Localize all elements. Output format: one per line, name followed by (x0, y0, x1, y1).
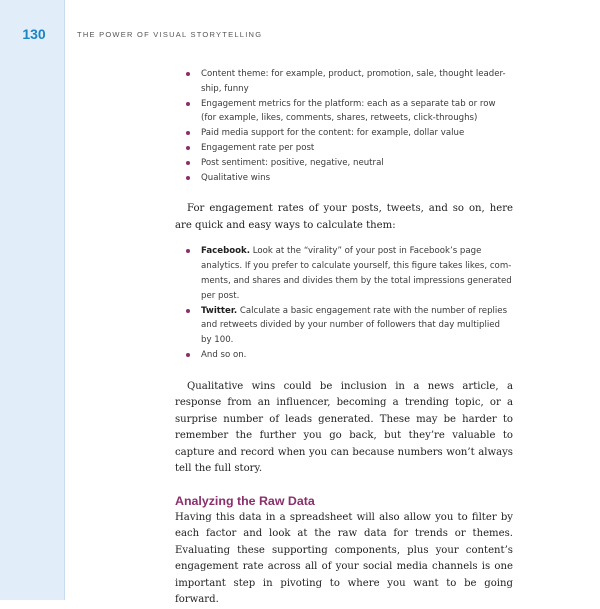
paragraph-raw-data: Having this data in a spreadsheet will also allow you to filter by each factor and look at the raw data for trends or themes. Evaluating these supporting components, plus your content’s engagement rate across all of your social media channels is one important step in pivoting to where you want to be going forward. (175, 511, 513, 606)
page-number: 130 (22, 26, 46, 42)
metrics-list (175, 67, 513, 185)
list-item: Post sentiment: positive, negative, neutral (175, 156, 513, 171)
paragraph-engagement-intro: For engagement rates of your posts, tweets, and so on, here are quick and easy ways to calculate them: (175, 203, 513, 231)
list-item (175, 244, 513, 303)
list-item: Engagement metrics for the platform: each as a separate tab or row (for example, likes, comments, shares, retweets, click-throughs) (175, 97, 513, 127)
paragraph-qualitative-wins: Qualitative wins could be inclusion in a news article, a response from an influencer, becoming a trending topic, or a surprise number of leads generated. These may be harder to remember the further you go back, but they’re valuable to capture and record when you can because numbers won’t always tell the full story. (175, 380, 513, 475)
list-item-text: And so on. (201, 349, 247, 360)
margin-divider (64, 0, 65, 600)
list-item-term: Facebook. (201, 246, 251, 257)
list-item-term: Twitter. (201, 305, 238, 316)
page-content (175, 67, 513, 609)
page-margin-band (0, 0, 64, 600)
list-item-text: Calculate a basic engagement rate with the number of replies and retweets divided by your number of followers that day multiplied by 100. (201, 305, 508, 346)
engagement-rate-list (175, 244, 513, 362)
running-head: THE POWER OF VISUAL STORYTELLING (77, 30, 263, 39)
list-item: Qualitative wins (175, 171, 513, 186)
section-heading: Analyzing the Raw Data (175, 493, 315, 508)
list-item (175, 348, 513, 363)
list-item: Paid media support for the content: for example, dollar value (175, 126, 513, 141)
list-item-text: Look at the “virality” of your post in Facebook’s page analytics. If you prefer to calculate yourself, this figure takes likes, com-ments, and shares and divides them by the total impressions generated per post. (201, 246, 512, 301)
list-item: Content theme: for example, product, promotion, sale, thought leader-ship, funny (175, 67, 513, 97)
list-item (175, 304, 513, 348)
list-item: Engagement rate per post (175, 141, 513, 156)
